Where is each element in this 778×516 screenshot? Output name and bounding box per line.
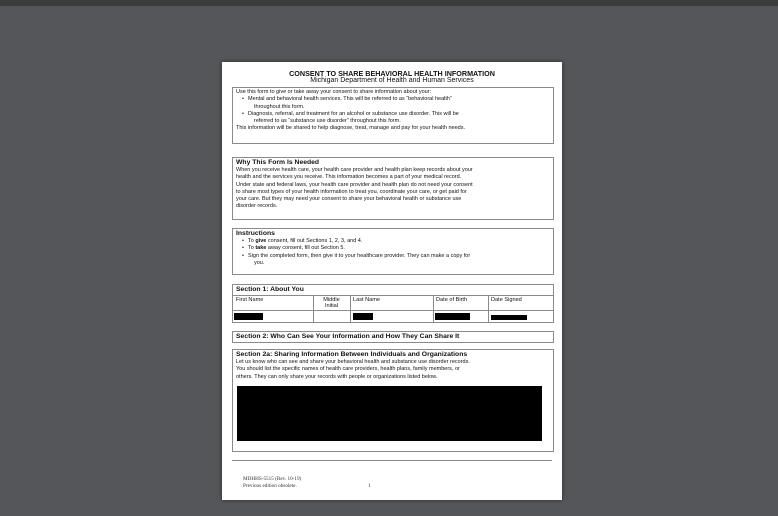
why-line-5: your care. But they may need your consent to share your behavioral health or substance use bbox=[236, 196, 462, 203]
redacted-last-name bbox=[353, 313, 373, 320]
section1-divider-mid bbox=[233, 310, 553, 311]
redacted-first-name bbox=[234, 313, 263, 320]
section2a-line-3: others. They can only share your records with people or organizations listed below. bbox=[236, 373, 438, 380]
instruction-item-3: • Sign the completed form, then give it to your healthcare provider. They can make a copy for bbox=[242, 252, 471, 259]
intro-bullet-2-line1: Diagnosis, referral, and treatment for an alcohol or substance use disorder. This will be bbox=[248, 110, 459, 117]
section2a-heading: Section 2a: Sharing Information Between Individuals and Organizations bbox=[236, 351, 468, 358]
section2a-line-2: You should list the specific names of health care providers, health plans, family members, or bbox=[236, 366, 460, 373]
col-middle-initial-line2: Initial bbox=[324, 303, 339, 309]
intro-lead: Use this form to give or take away your consent to share information about your: bbox=[236, 89, 432, 95]
why-line-3: Under state and federal laws, your health care provider and health plan do not need your consent bbox=[236, 181, 473, 188]
viewer-top-bar bbox=[0, 0, 778, 6]
col-last-name: Last Name bbox=[353, 297, 381, 303]
col-middle-initial-line1: Middle bbox=[323, 297, 340, 303]
intro-bullet-2-line2: referred to as “substance use disorder” throughout this form. bbox=[254, 118, 401, 125]
agency-name: Michigan Department of Health and Human Services bbox=[310, 77, 474, 84]
page-number: 1 bbox=[368, 483, 371, 489]
intro-bullet-1: • Mental and behavioral health services. This will be referred to as “behavioral health” bbox=[242, 96, 452, 103]
section1-col-divider-3 bbox=[433, 295, 434, 322]
why-heading: Why This Form Is Needed bbox=[236, 159, 320, 166]
section2-box bbox=[232, 331, 554, 343]
col-first-name: First Name bbox=[236, 297, 264, 303]
section1-col-divider-4 bbox=[488, 295, 489, 322]
redacted-date-of-birth bbox=[435, 313, 470, 320]
intro-bullet-2: • Diagnosis, referral, and treatment for an alcohol or substance use disorder. This will be bbox=[242, 110, 459, 117]
section1-col-divider-2 bbox=[350, 295, 351, 322]
col-date-of-birth: Date of Birth bbox=[436, 297, 468, 303]
instruction-item-3-line1: Sign the completed form, then give it to your healthcare provider. They can make a copy for bbox=[248, 252, 471, 259]
section2a-line-1: Let us know who can see and share your behavioral health and substance use disorder records. bbox=[236, 359, 470, 365]
why-line-1: When you receive health care, your health care provider and health plan keep records about your bbox=[236, 167, 473, 173]
instruction-item-1: • To give consent, fill out Sections 1, 2, 3, and 4. bbox=[242, 238, 363, 244]
redacted-recipients-list bbox=[237, 386, 542, 441]
instruction-item-2: • To take away consent, fill out Section 5. bbox=[242, 245, 345, 252]
why-line-2: health and the services you receive. This information becomes a part of your medical record. bbox=[236, 174, 462, 181]
edition-note: Previous edition obsolete. bbox=[243, 483, 297, 489]
instructions-heading: Instructions bbox=[236, 230, 275, 237]
section2a-box bbox=[232, 349, 554, 452]
instructions-box bbox=[232, 228, 554, 275]
intro-closing: This information will be shared to help diagnose, treat, manage and pay for your health needs. bbox=[236, 125, 465, 132]
section1-heading: Section 1: About You bbox=[236, 286, 304, 293]
why-line-6: disorder records. bbox=[236, 203, 278, 210]
section1-divider-top bbox=[233, 295, 553, 296]
section2-heading: Section 2: Who Can See Your Information and How They Can Share It bbox=[236, 333, 460, 340]
instruction-item-3-line2: you. bbox=[254, 259, 265, 266]
form-number: MDHHS-5515 (Rev. 10-19) bbox=[243, 476, 302, 482]
col-date-signed: Date Signed bbox=[491, 297, 522, 303]
document-page bbox=[222, 62, 562, 500]
why-line-4: to share most types of your health information to treat you, coordinate your care, or get paid for bbox=[236, 188, 467, 195]
intro-box bbox=[232, 87, 554, 144]
why-box bbox=[232, 157, 554, 220]
intro-bullet-1-line1: Mental and behavioral health services. This will be referred to as “behavioral health” bbox=[248, 96, 452, 103]
footer-rule bbox=[232, 460, 552, 461]
document-title: CONSENT TO SHARE BEHAVIORAL HEALTH INFORMATION bbox=[289, 69, 495, 78]
redacted-date-signed bbox=[491, 315, 527, 320]
intro-bullet-1-line2: throughout this form. bbox=[254, 103, 305, 110]
section1-box bbox=[232, 284, 554, 323]
